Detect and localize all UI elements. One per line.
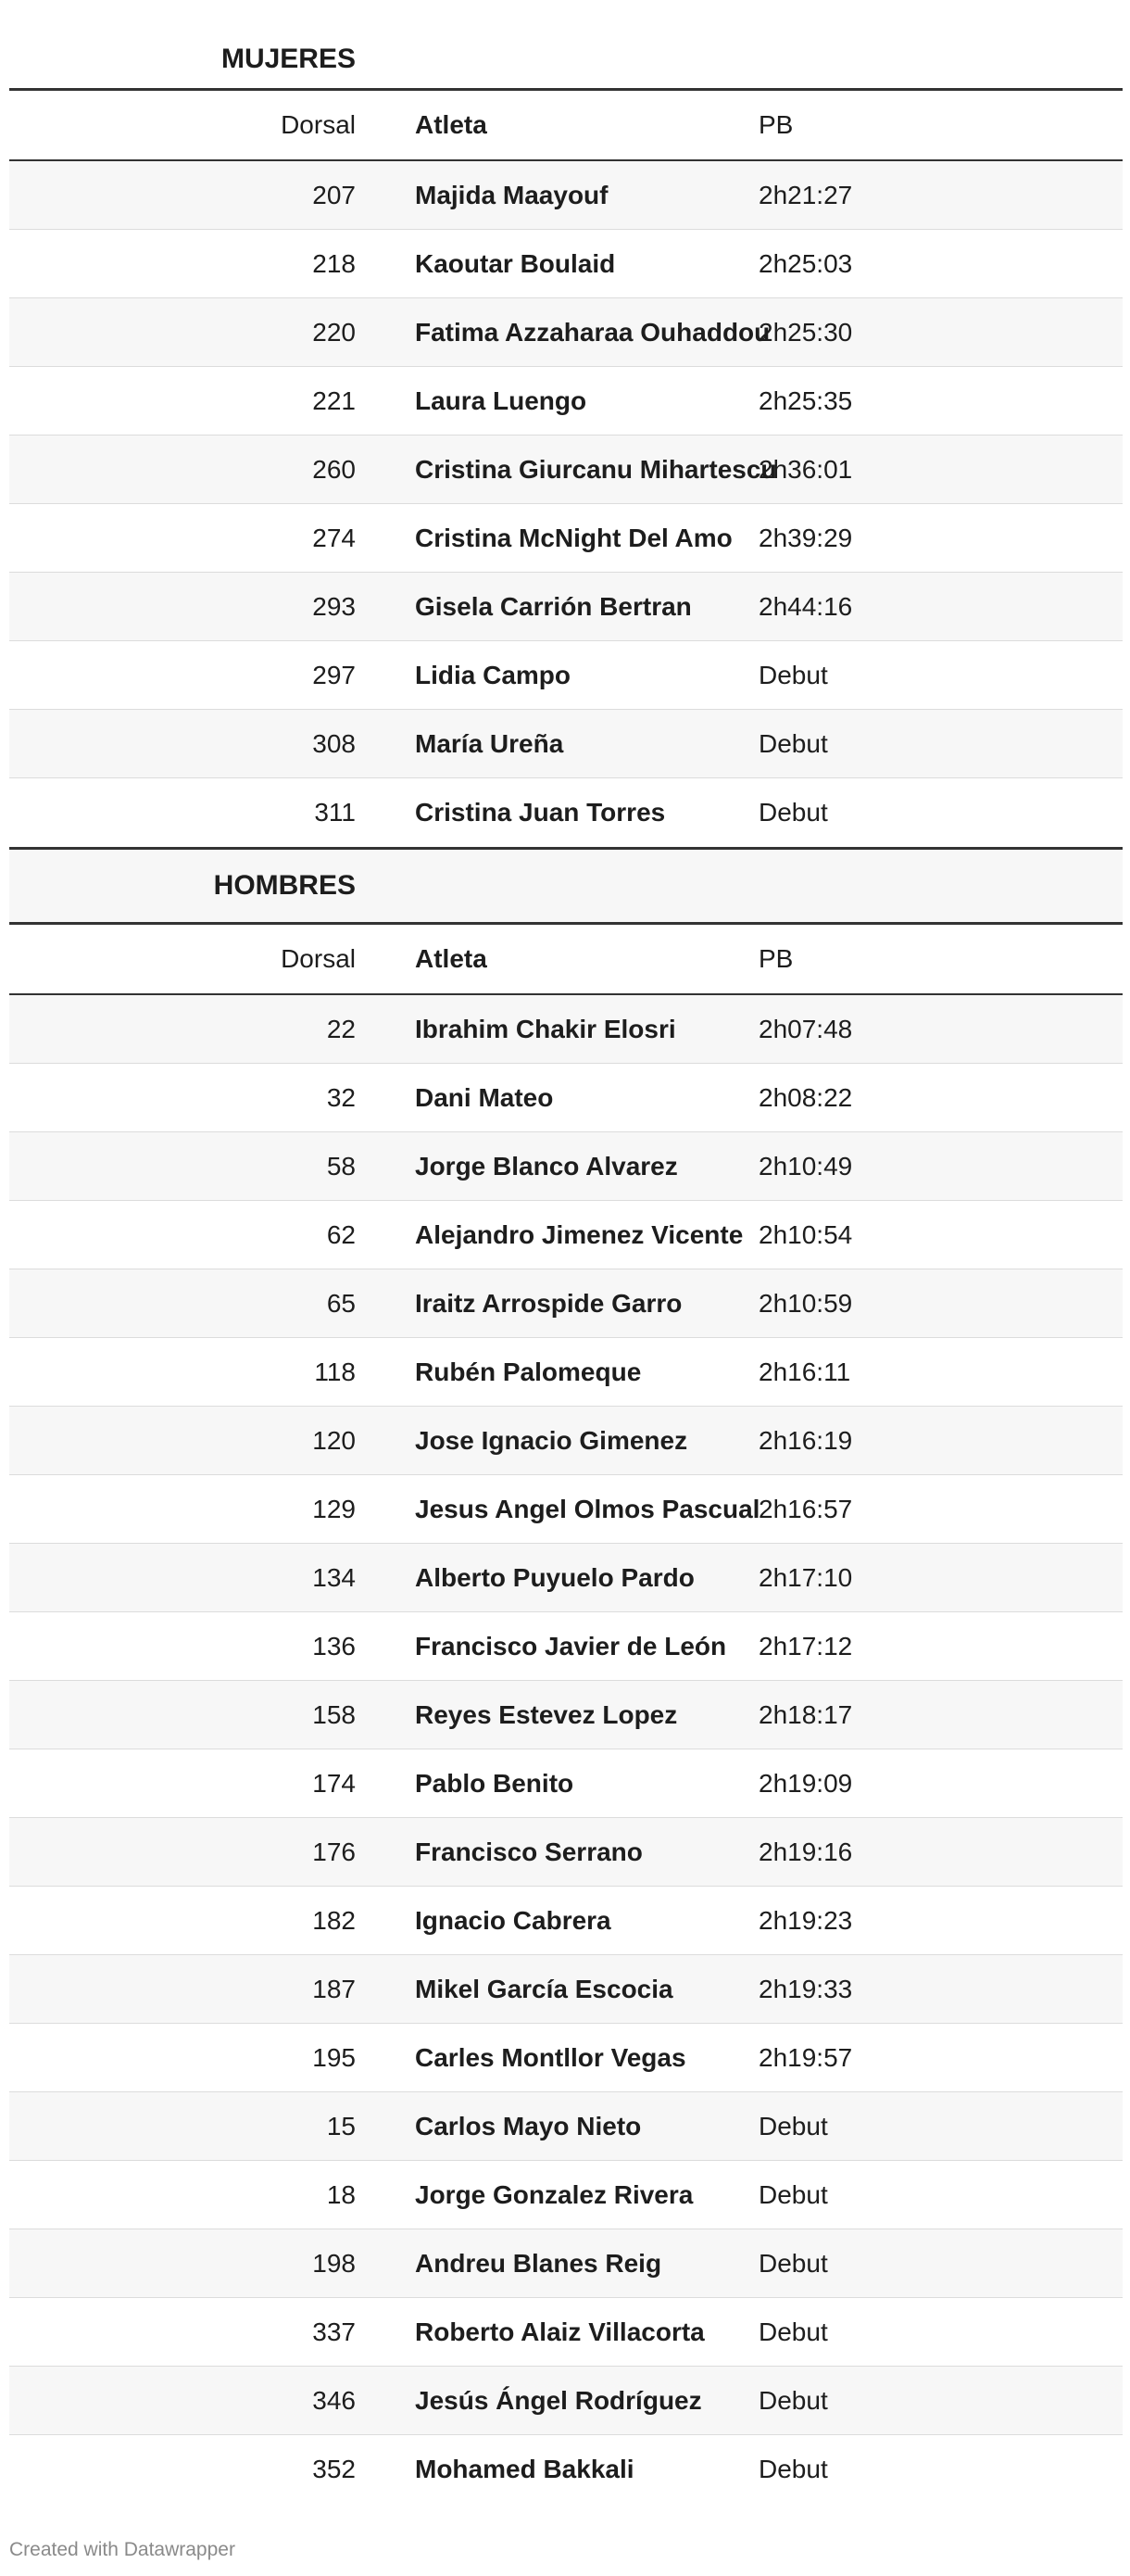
- table-row: [9, 1955, 1123, 2024]
- athlete-name-cell: Cristina McNight Del Amo: [415, 523, 733, 552]
- pb-cell: 2h21:27: [759, 180, 853, 209]
- table-row: [9, 1681, 1123, 1749]
- athlete-name-cell: Kaoutar Boulaid: [415, 248, 616, 278]
- athlete-name-cell: Jorge Blanco Alvarez: [415, 1151, 678, 1181]
- pb-cell: 2h10:49: [759, 1151, 853, 1181]
- dorsal-cell: 260: [312, 454, 356, 484]
- pb-column-header: PB: [759, 944, 794, 973]
- pb-cell: Debut: [759, 798, 828, 827]
- dorsal-cell: 158: [312, 1699, 356, 1729]
- pb-column-header: PB: [759, 110, 794, 139]
- table-row: [9, 1338, 1123, 1407]
- pb-cell: Debut: [759, 2385, 828, 2415]
- pb-cell: 2h10:59: [759, 1288, 853, 1318]
- dorsal-cell: 58: [326, 1151, 356, 1181]
- dorsal-cell: 22: [326, 1014, 356, 1043]
- men-group-title: HOMBRES: [213, 870, 356, 901]
- pb-cell: Debut: [759, 2455, 828, 2483]
- table-row: [9, 573, 1123, 641]
- dorsal-cell: 32: [326, 1082, 356, 1112]
- men-rows: [9, 995, 1123, 2504]
- table-row: [9, 1132, 1123, 1201]
- women-column-headers: [9, 91, 1123, 161]
- pb-cell: 2h19:33: [759, 1974, 853, 2003]
- pb-cell: 2h44:16: [759, 591, 853, 621]
- athlete-name-cell: Alejandro Jimenez Vicente: [415, 1219, 744, 1249]
- table-row: [9, 2161, 1123, 2229]
- table-row: [9, 2229, 1123, 2298]
- athlete-name-cell: Fatima Azzaharaa Ouhaddou: [415, 317, 771, 347]
- pb-cell: Debut: [759, 728, 828, 758]
- pb-cell: 2h10:54: [759, 1219, 853, 1249]
- pb-cell: Debut: [759, 660, 828, 689]
- athlete-name-cell: Jose Ignacio Gimenez: [415, 1425, 688, 1455]
- dorsal-cell: 198: [312, 2248, 356, 2278]
- dorsal-cell: 65: [326, 1288, 356, 1318]
- table-row: [9, 230, 1123, 298]
- dorsal-cell: 337: [312, 2317, 356, 2346]
- athlete-name-cell: Roberto Alaiz Villacorta: [415, 2317, 705, 2346]
- dorsal-cell: 136: [312, 1631, 356, 1661]
- table-row: [9, 1749, 1123, 1818]
- dorsal-cell: 352: [312, 2455, 356, 2483]
- dorsal-cell: 187: [312, 1974, 356, 2003]
- table-row: [9, 1544, 1123, 1612]
- athlete-name-cell: Andreu Blanes Reig: [415, 2248, 662, 2278]
- pb-cell: 2h36:01: [759, 454, 853, 484]
- table-row: [9, 1407, 1123, 1475]
- athlete-name-cell: Mikel García Escocia: [415, 1974, 673, 2003]
- athletes-table: [9, 30, 1123, 2504]
- pb-cell: 2h19:23: [759, 1905, 853, 1935]
- dorsal-cell: 174: [312, 1768, 356, 1798]
- table-row: [9, 367, 1123, 436]
- athlete-name-cell: Francisco Serrano: [415, 1837, 643, 1866]
- pb-cell: 2h18:17: [759, 1699, 853, 1729]
- pb-cell: Debut: [759, 2111, 828, 2140]
- pb-cell: 2h16:11: [759, 1357, 851, 1386]
- athlete-name-cell: Gisela Carrión Bertran: [415, 591, 692, 621]
- athlete-name-cell: Iraitz Arrospide Garro: [415, 1288, 683, 1318]
- table-row: [9, 1887, 1123, 1955]
- dorsal-cell: 18: [326, 2179, 356, 2209]
- table-row: [9, 298, 1123, 367]
- table-row: [9, 436, 1123, 504]
- athlete-name-cell: Cristina Juan Torres: [415, 798, 666, 827]
- dorsal-cell: 221: [312, 385, 356, 415]
- athlete-name-cell: Reyes Estevez Lopez: [415, 1699, 678, 1729]
- table-row: [9, 161, 1123, 230]
- pb-cell: Debut: [759, 2317, 828, 2346]
- dorsal-cell: 218: [312, 248, 356, 278]
- dorsal-cell: 15: [326, 2111, 356, 2140]
- dorsal-cell: 195: [312, 2042, 356, 2072]
- table-row: [9, 2435, 1123, 2504]
- athlete-name-cell: María Ureña: [415, 728, 564, 758]
- women-group-header: [9, 30, 1123, 91]
- table-row: [9, 2367, 1123, 2435]
- athlete-name-cell: Jesus Angel Olmos Pascual: [415, 1494, 760, 1523]
- pb-cell: 2h25:03: [759, 248, 853, 278]
- pb-cell: 2h19:09: [759, 1768, 853, 1798]
- table-row: [9, 641, 1123, 710]
- table-row: [9, 1612, 1123, 1681]
- table-row: [9, 504, 1123, 573]
- dorsal-cell: 207: [312, 180, 356, 209]
- table-row: [9, 1269, 1123, 1338]
- dorsal-cell: 176: [312, 1837, 356, 1866]
- athlete-name-cell: Ibrahim Chakir Elosri: [415, 1014, 676, 1043]
- athlete-name-cell: Francisco Javier de León: [415, 1631, 727, 1661]
- dorsal-cell: 346: [312, 2385, 356, 2415]
- dorsal-cell: 129: [312, 1494, 356, 1523]
- pb-cell: 2h17:10: [759, 1562, 853, 1592]
- table-row: [9, 2024, 1123, 2092]
- table-row: [9, 2298, 1123, 2367]
- athlete-name-cell: Mohamed Bakkali: [415, 2455, 634, 2483]
- dorsal-cell: 118: [314, 1357, 356, 1386]
- table-row: [9, 778, 1123, 847]
- pb-cell: 2h39:29: [759, 523, 853, 552]
- table-row: [9, 1818, 1123, 1887]
- athlete-name-cell: Alberto Puyuelo Pardo: [415, 1562, 695, 1592]
- pb-cell: 2h19:57: [759, 2042, 853, 2072]
- table-row: [9, 995, 1123, 1064]
- datawrapper-credit: Created with Datawrapper: [9, 2539, 235, 2560]
- pb-cell: Debut: [759, 2179, 828, 2209]
- men-group-header: [9, 847, 1123, 925]
- pb-cell: 2h08:22: [759, 1082, 853, 1112]
- dorsal-cell: 308: [312, 728, 356, 758]
- pb-cell: 2h16:19: [759, 1425, 853, 1455]
- dorsal-cell: 134: [312, 1562, 356, 1592]
- pb-cell: 2h07:48: [759, 1014, 853, 1043]
- athlete-name-cell: Lidia Campo: [415, 660, 571, 689]
- dorsal-column-header: Dorsal: [281, 944, 356, 973]
- table-row: [9, 2092, 1123, 2161]
- table-row: [9, 1201, 1123, 1269]
- pb-cell: Debut: [759, 2248, 828, 2278]
- dorsal-cell: 293: [312, 591, 356, 621]
- dorsal-cell: 62: [326, 1219, 356, 1249]
- women-group-title: MUJERES: [220, 43, 356, 74]
- athlete-column-header: Atleta: [415, 944, 487, 973]
- pb-cell: 2h25:35: [759, 385, 853, 415]
- pb-cell: 2h25:30: [759, 317, 853, 347]
- athlete-name-cell: Ignacio Cabrera: [415, 1905, 611, 1935]
- men-column-headers: [9, 925, 1123, 995]
- athlete-name-cell: Carles Montllor Vegas: [415, 2042, 686, 2072]
- athlete-name-cell: Cristina Giurcanu Mihartescu: [415, 454, 777, 484]
- pb-cell: 2h17:12: [759, 1631, 853, 1661]
- table-row: [9, 1064, 1123, 1132]
- table-row: [9, 710, 1123, 778]
- dorsal-column-header: Dorsal: [281, 110, 356, 139]
- dorsal-cell: 220: [312, 317, 356, 347]
- dorsal-cell: 120: [312, 1425, 356, 1455]
- athlete-name-cell: Jorge Gonzalez Rivera: [415, 2179, 694, 2209]
- dorsal-cell: 182: [312, 1905, 356, 1935]
- athlete-name-cell: Jesús Ángel Rodríguez: [415, 2385, 702, 2415]
- dorsal-cell: 311: [314, 798, 356, 827]
- women-rows: [9, 161, 1123, 847]
- athlete-name-cell: Laura Luengo: [415, 385, 587, 415]
- athlete-name-cell: Pablo Benito: [415, 1768, 574, 1798]
- athlete-name-cell: Majida Maayouf: [415, 180, 609, 209]
- table-row: [9, 1475, 1123, 1544]
- pb-cell: 2h19:16: [759, 1837, 853, 1866]
- athlete-name-cell: Dani Mateo: [415, 1082, 554, 1112]
- athlete-column-header: Atleta: [415, 110, 487, 139]
- athlete-name-cell: Carlos Mayo Nieto: [415, 2111, 642, 2140]
- athlete-name-cell: Rubén Palomeque: [415, 1357, 642, 1386]
- dorsal-cell: 274: [312, 523, 356, 552]
- pb-cell: 2h16:57: [759, 1494, 853, 1523]
- dorsal-cell: 297: [312, 660, 356, 689]
